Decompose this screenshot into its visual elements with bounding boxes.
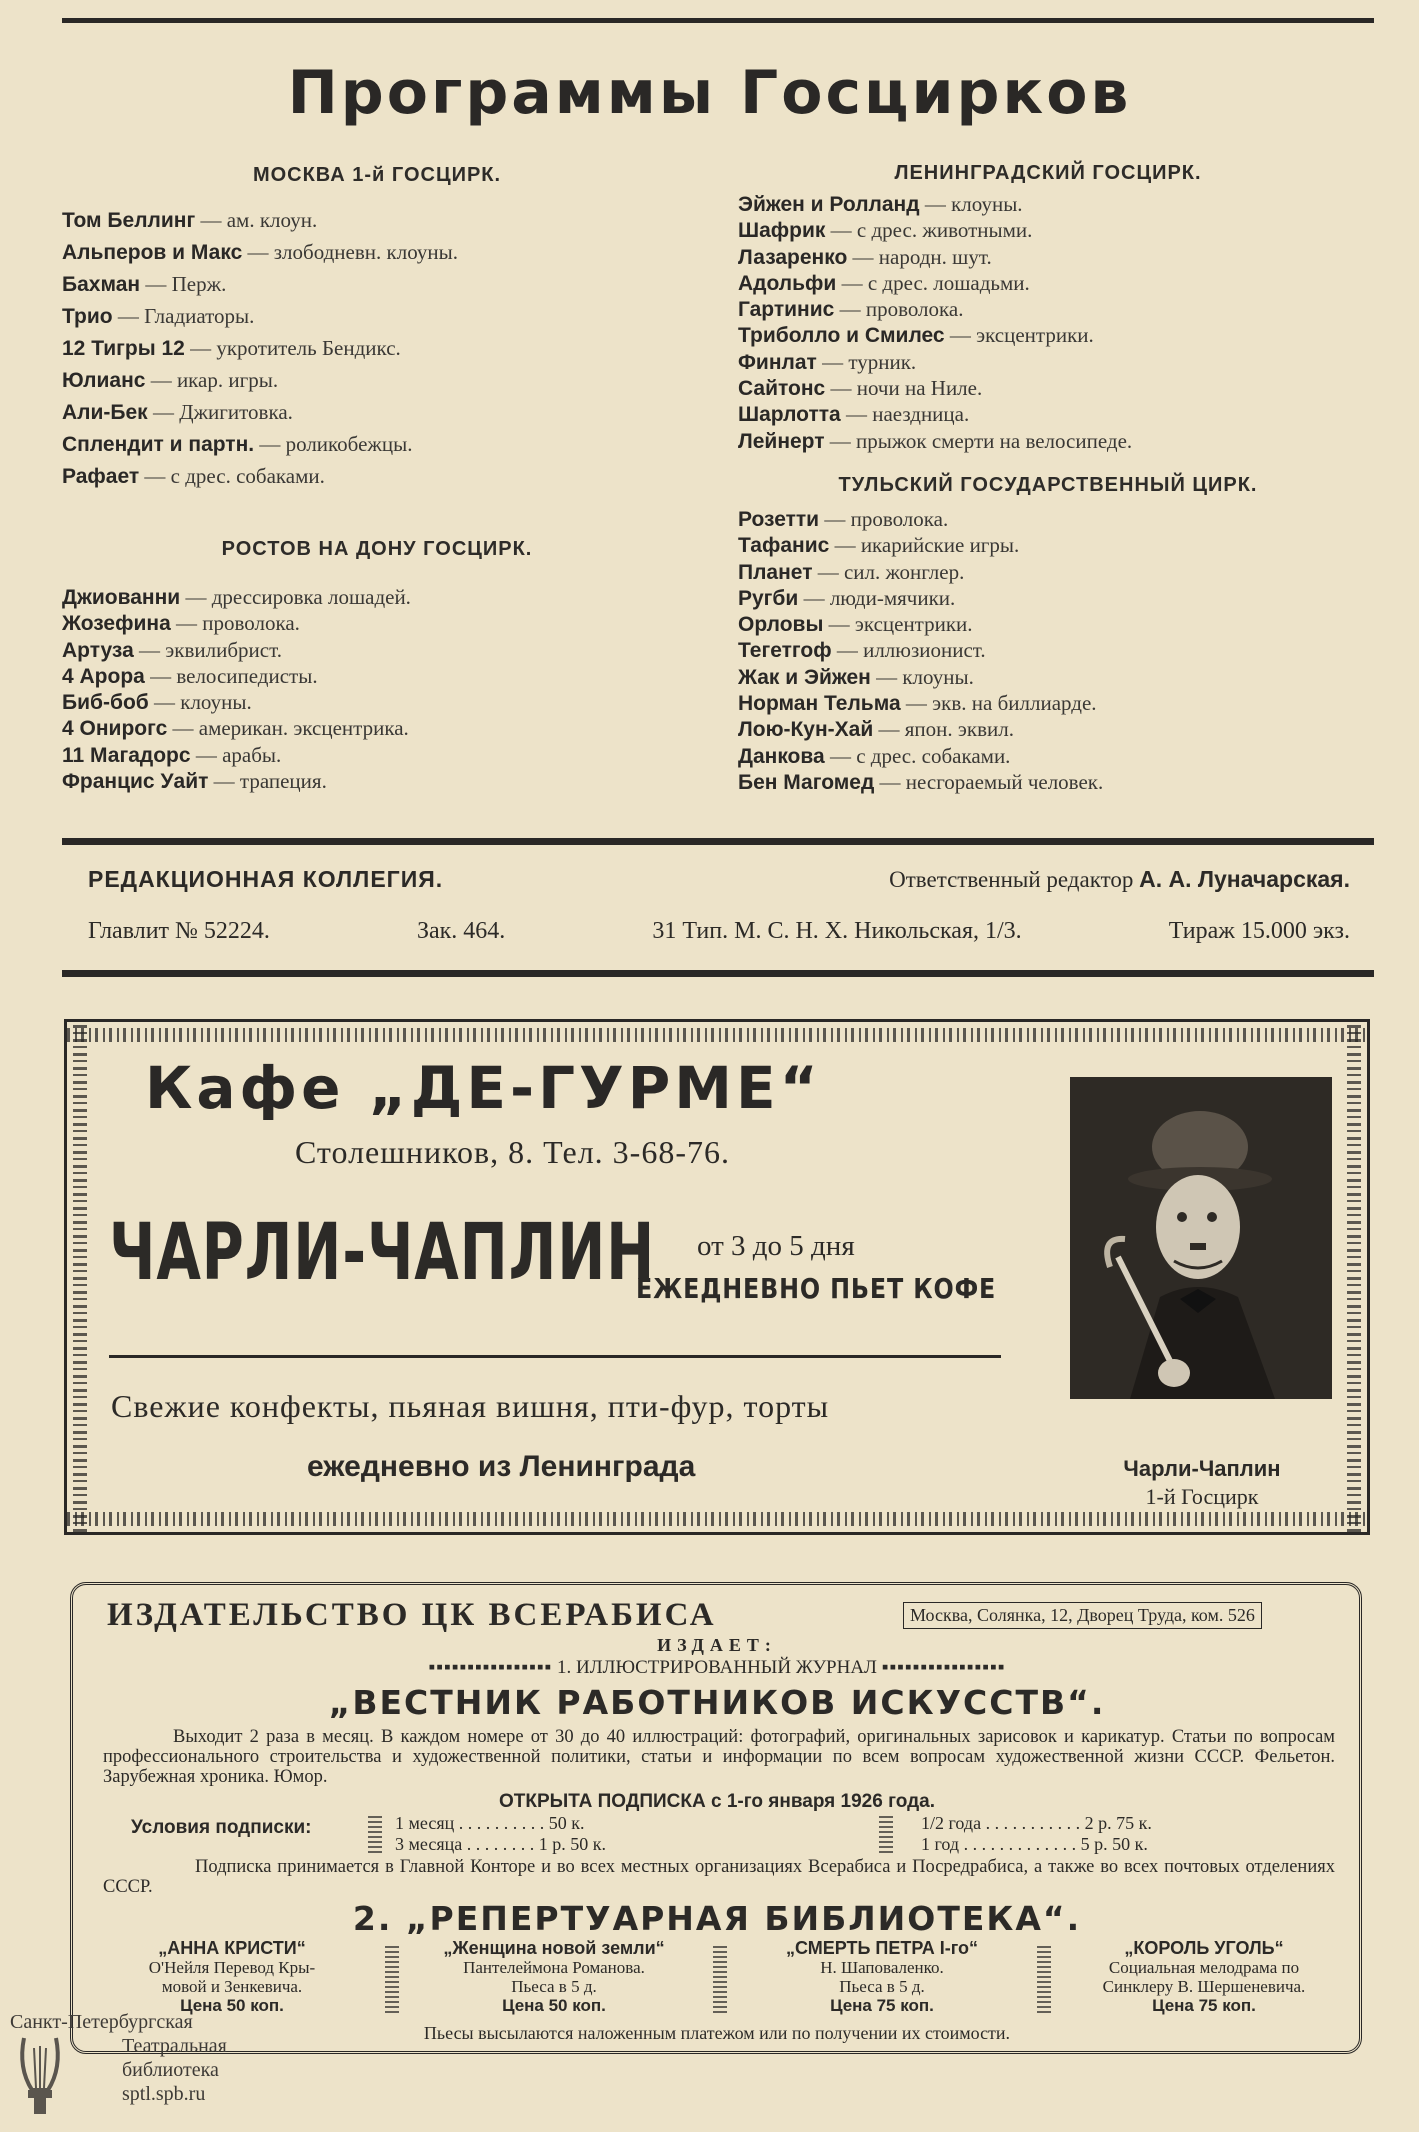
act-name: Сайтонс <box>738 377 826 401</box>
dash-separator: — <box>798 585 830 610</box>
play-anna-christie <box>87 1939 377 2015</box>
program-item <box>62 268 458 300</box>
editorial-rule-bottom <box>62 970 1374 977</box>
meander-border-left <box>73 1022 87 1532</box>
dash-separator: — <box>919 192 952 216</box>
play-divider-ornament <box>1037 1945 1051 2013</box>
act-description: наездница. <box>872 402 970 427</box>
program-item <box>62 768 411 794</box>
program-item <box>738 611 1103 637</box>
price-value: 5 р. 50 к. <box>1080 1834 1148 1854</box>
publisher-advertisement <box>70 1582 1362 2054</box>
act-description: клоуны. <box>902 664 974 689</box>
dash-separator: — <box>145 368 177 392</box>
play-author: Н. Шаповаленко. <box>820 1958 944 1977</box>
dash-separator: — <box>824 743 857 768</box>
dash-separator: — <box>112 304 145 328</box>
program-item <box>738 769 1103 795</box>
journal-name: „ВЕСТНИК РАБОТНИКОВ ИСКУССТВ“. <box>328 1683 1106 1722</box>
play-detail: Пьеса в 5 д. <box>511 1977 597 1996</box>
act-description: проволока. <box>865 297 964 322</box>
dash-separator: — <box>139 464 171 488</box>
act-name: Эйжен и Ролланд <box>738 193 920 216</box>
act-description: япон. эквил. <box>904 717 1015 742</box>
program-item <box>738 349 1132 375</box>
act-description: велосипедисты. <box>176 663 318 688</box>
dots-left: ▪▪▪▪▪▪▪▪▪▪▪▪▪▪▪▪ <box>428 1657 553 1678</box>
act-name: Юлианс <box>62 369 146 392</box>
program-item <box>62 715 411 741</box>
library-stamp <box>10 2010 240 2106</box>
price-3-months: 3 месяца . . . . . . . . 1 р. 50 к. <box>395 1834 606 1854</box>
act-description: арабы. <box>222 742 282 767</box>
act-description: злободневн. клоуны. <box>273 240 458 264</box>
act-description: проволока. <box>202 611 300 636</box>
act-name: Шафрик <box>738 219 826 243</box>
dash-separator: — <box>900 691 933 716</box>
play-price: Цена 50 коп. <box>180 1996 284 2015</box>
act-name: Сплендит и партн. <box>62 433 255 456</box>
play-title: „КОРОЛЬ УГОЛЬ“ <box>1124 1938 1284 1958</box>
leningrad-program-list <box>738 191 1132 454</box>
journal-line-text: 1. ИЛЛЮСТРИРОВАННЫЙ ЖУРНАЛ <box>557 1657 877 1678</box>
play-divider-ornament <box>713 1945 727 2013</box>
act-name: Адольфи <box>738 271 837 295</box>
program-item <box>62 364 458 396</box>
act-description: с дрес. собаками. <box>856 743 1011 768</box>
fresh-sweets-line: Свежие конфекты, пьяная вишня, пти-фур, торты <box>111 1388 830 1424</box>
act-description: прыжок смерти на велосипеде. <box>856 428 1133 453</box>
publisher-address: Москва, Солянка, 12, Дворец Труда, ком. 526 <box>903 1602 1262 1629</box>
play-death-peter <box>737 1939 1027 2015</box>
moscow-heading: МОСКВА 1-й ГОСЦИРК. <box>252 164 502 186</box>
act-name: 4 Арора <box>62 664 145 688</box>
moscow-program-list <box>62 204 458 492</box>
stamp-line-1: Санкт-Петербургская <box>10 2011 193 2033</box>
dash-separator: — <box>242 240 274 264</box>
act-name: Планет <box>738 560 813 584</box>
dash-separator: — <box>208 769 240 794</box>
play-title: „Женщина новой земли“ <box>443 1938 665 1958</box>
act-name: Бахман <box>62 273 141 296</box>
printer: 31 Тип. М. С. Н. Х. Никольская, 1/3. <box>652 918 1022 944</box>
editorial-row <box>88 866 1350 896</box>
editor-name: А. А. Луначарская. <box>1139 866 1350 892</box>
act-description: иллюзионист. <box>863 638 986 663</box>
program-item <box>738 664 1103 690</box>
dash-separator: — <box>874 769 906 794</box>
dash-separator: — <box>847 244 879 269</box>
top-rule <box>62 18 1374 23</box>
editorial-board: РЕДАКЦИОННАЯ КОЛЛЕГИЯ. <box>88 866 444 892</box>
program-item <box>738 270 1132 296</box>
sending-note: Пьесы высылаются наложенным платежом или по получении их стоимости. <box>423 2023 1011 2043</box>
play-woman-new-land <box>409 1939 699 2015</box>
editorial-rule-top <box>62 838 1374 845</box>
act-name: Данкова <box>738 744 825 768</box>
act-name: Рафает <box>62 465 140 488</box>
dash-separator: — <box>133 637 166 662</box>
dash-separator: — <box>840 402 873 427</box>
dash-separator: — <box>140 272 172 296</box>
cafe-address: Столешников, 8. Тел. 3-68-76. <box>295 1134 730 1170</box>
program-item <box>738 637 1103 663</box>
act-name: Жак и Эйжен <box>738 665 871 689</box>
act-description: экв. на биллиарде. <box>932 691 1097 716</box>
price-divider-ornament <box>879 1813 893 1853</box>
dash-separator: — <box>148 690 181 715</box>
act-description: эквилибрист. <box>165 637 282 662</box>
act-name: 11 Магадорс <box>62 743 191 767</box>
program-item <box>62 396 458 428</box>
act-name: Джиованни <box>62 586 181 609</box>
act-description: Перж. <box>171 272 227 296</box>
dash-separator: — <box>836 270 868 295</box>
dash-separator: — <box>834 297 866 322</box>
dash-separator: — <box>195 208 227 232</box>
repertoire-library: 2. „РЕПЕРТУАРНАЯ БИБЛИОТЕКА“. <box>352 1899 1082 1938</box>
act-name: Орловы <box>738 613 824 637</box>
act-description: несгораемый человек. <box>905 769 1104 794</box>
act-description: проволока. <box>850 507 949 531</box>
page-title: Программы Госцирков <box>287 58 1132 128</box>
tula-heading: ТУЛЬСКИЙ ГОСУДАРСТВЕННЫЙ ЦИРК. <box>838 474 1258 496</box>
from-leningrad-line: ежедневно из Ленинграда <box>307 1450 696 1483</box>
rostov-program-list <box>62 584 411 794</box>
act-name: Гартинис <box>738 298 835 322</box>
leningrad-heading: ЛЕНИНГРАДСКИЙ ГОСЦИРК. <box>894 162 1202 184</box>
dash-separator: — <box>170 611 203 636</box>
play-price: Цена 50 коп. <box>502 1996 606 2015</box>
dash-separator: — <box>167 716 199 741</box>
price-year: 1 год . . . . . . . . . . . . . 5 р. 50 к. <box>921 1834 1148 1854</box>
price-period: 3 месяца <box>395 1834 463 1854</box>
act-name: 12 Тигры 12 <box>62 337 185 360</box>
dash-separator: — <box>144 663 177 688</box>
act-description: американ. эксцентрика. <box>198 716 409 741</box>
glavlit-number: Главлит № 52224. <box>88 918 270 944</box>
chaplin-photo <box>1070 1077 1332 1399</box>
program-item <box>62 460 458 492</box>
play-detail: мовой и Зенкевича. <box>161 1977 303 1996</box>
play-title: „СМЕРТЬ ПЕТРА I-го“ <box>785 1938 979 1958</box>
program-item <box>738 401 1132 427</box>
act-description: дрессировка лошадей. <box>211 585 411 609</box>
act-description: клоуны. <box>180 690 252 715</box>
act-name: Альперов и Макс <box>62 241 243 264</box>
act-description: икарийские игры. <box>860 533 1020 558</box>
act-name: 4 Онирогс <box>62 717 168 741</box>
program-item <box>738 690 1103 716</box>
chaplin-headline: ЧАРЛИ-ЧАПЛИН <box>109 1208 656 1298</box>
price-period: 1 год <box>921 1834 960 1854</box>
act-name: Том Беллинг <box>62 209 196 232</box>
program-item <box>738 244 1132 270</box>
program-item <box>738 532 1103 558</box>
act-name: Лою-Кун-Хай <box>738 718 874 742</box>
act-name: Биб-боб <box>62 691 149 715</box>
act-description: эксцентрики. <box>854 612 973 637</box>
act-description: Гладиаторы. <box>144 304 255 328</box>
program-item <box>738 191 1132 217</box>
cafe-divider <box>109 1355 1001 1358</box>
cafe-advertisement <box>64 1019 1370 1535</box>
play-price: Цена 75 коп. <box>1152 1996 1256 2015</box>
act-description: с дрес. лошадьми. <box>867 270 1030 295</box>
publishes-label: ИЗДАЕТ: <box>657 1635 777 1655</box>
dash-separator: — <box>816 349 849 374</box>
dash-separator: — <box>873 717 905 742</box>
dots-right: ▪▪▪▪▪▪▪▪▪▪▪▪▪▪▪▪ <box>881 1657 1006 1678</box>
act-description: люди-мячики. <box>829 585 956 610</box>
play-title: „АННА КРИСТИ“ <box>158 1938 306 1958</box>
dash-separator: — <box>812 559 844 584</box>
journal-description: Выходит 2 раза в месяц. В каждом номере от 30 до 40 иллюстраций: фотографий, оригинальных зарисовок и карикатур. Статьи по вопросам профессионального строительства и художественной политики, статьи и информации по всем вопросам художественной жизни СССР. Фельетон. Зарубежная хроника. Юмор. <box>103 1727 1335 1787</box>
program-item <box>738 428 1132 454</box>
price-period: 1 месяц <box>395 1813 455 1833</box>
act-description: с дрес. собаками. <box>170 464 325 488</box>
play-author: Пантелеймона Романова. <box>463 1958 645 1977</box>
play-author: Социальная мелодрама по <box>1108 1958 1300 1977</box>
price-value: 2 р. 75 к. <box>1084 1813 1152 1833</box>
program-item <box>738 322 1132 348</box>
stamp-line-2: Театральная <box>122 2035 227 2057</box>
time-line: от 3 до 5 дня <box>697 1230 855 1262</box>
dash-separator: — <box>819 507 851 531</box>
act-description: ам. клоун. <box>226 208 318 232</box>
act-description: клоуны. <box>951 192 1023 216</box>
act-description: роликобежцы. <box>285 432 413 456</box>
dash-separator: — <box>824 428 857 453</box>
program-item <box>62 689 411 715</box>
act-name: Триболло и Смилес <box>738 324 945 348</box>
act-name: Артуза <box>62 638 134 662</box>
program-item <box>62 204 458 236</box>
act-description: трапеция. <box>239 769 327 794</box>
price-half-year: 1/2 года . . . . . . . . . . . 2 р. 75 к. <box>921 1813 1152 1833</box>
play-detail: Синклеру В. Шершеневича. <box>1102 1977 1306 1996</box>
act-description: икар. игры. <box>176 368 279 392</box>
act-description: народн. шут. <box>878 244 992 269</box>
price-value: 50 к. <box>548 1813 585 1833</box>
dash-separator: — <box>829 533 861 558</box>
dash-separator: — <box>184 336 217 360</box>
daily-coffee-line: ЕЖЕДНЕВНО ПЬЕТ КОФЕ <box>636 1272 997 1305</box>
program-item <box>62 663 411 689</box>
publisher-title: ИЗДАТЕЛЬСТВО ЦК ВСЕРАБИСА <box>107 1597 717 1633</box>
act-name: Трио <box>62 305 113 328</box>
play-king-coal <box>1059 1939 1349 2015</box>
program-item <box>738 585 1103 611</box>
meander-border-bottom <box>67 1512 1367 1526</box>
act-name: Норман Тельма <box>738 692 901 716</box>
act-name: Бен Магомед <box>738 770 875 794</box>
rostov-heading: РОСТОВ НА ДОНУ ГОСЦИРК. <box>221 538 533 560</box>
dash-separator: — <box>147 400 180 424</box>
price-value: 1 р. 50 к. <box>538 1834 606 1854</box>
program-item <box>62 637 411 663</box>
program-item <box>62 610 411 636</box>
act-name: Розетти <box>738 508 820 531</box>
dash-separator: — <box>180 585 212 609</box>
subscription-open: ОТКРЫТА ПОДПИСКА с 1-го января 1926 года. <box>498 1791 936 1812</box>
stamp-line-4: sptl.spb.ru <box>122 2083 206 2105</box>
order-number: Зак. 464. <box>416 918 506 944</box>
play-detail: Пьеса в 5 д. <box>839 1977 925 1996</box>
dash-separator: — <box>870 664 903 689</box>
dash-separator: — <box>831 638 864 663</box>
meander-border-right <box>1347 1022 1361 1532</box>
program-item <box>738 296 1132 322</box>
price-period: 1/2 года <box>921 1813 982 1833</box>
dash-separator: — <box>825 376 857 401</box>
program-item <box>62 300 458 332</box>
act-name: Али-Бек <box>62 401 148 424</box>
subscription-accept: Подписка принимается в Главной Конторе и во всех местных организациях Всерабиса и Посредрабиса, а также во всех почтовых отделениях СССР. <box>103 1857 1335 1897</box>
dash-separator: — <box>254 432 286 456</box>
act-name: Тегетгоф <box>738 639 832 663</box>
act-description: турник. <box>848 349 917 374</box>
act-description: Джигитовка. <box>179 400 293 424</box>
responsible-editor <box>889 866 1350 893</box>
program-item <box>62 742 411 768</box>
program-item <box>738 559 1103 585</box>
program-item <box>738 217 1132 243</box>
price-1-month: 1 месяц . . . . . . . . . . 50 к. <box>395 1813 585 1833</box>
play-divider-ornament <box>385 1945 399 2013</box>
price-divider-ornament <box>368 1813 382 1853</box>
dash-separator: — <box>825 218 857 243</box>
subscription-conditions-label: Условия подписки: <box>131 1817 312 1838</box>
dash-separator: — <box>944 323 977 348</box>
program-item <box>738 375 1132 401</box>
program-item <box>62 428 458 460</box>
act-name: Шарлотта <box>738 403 841 427</box>
act-name: Францис Уайт <box>62 770 209 794</box>
program-item <box>62 584 411 610</box>
tula-program-list <box>738 506 1103 795</box>
journal-line <box>73 1657 1361 1679</box>
program-item <box>62 236 458 268</box>
act-name: Тафанис <box>738 534 830 558</box>
program-item <box>738 506 1103 532</box>
editor-prefix: Ответственный редактор <box>889 867 1134 892</box>
cafe-title: Кафе „ДЕ-ГУРМЕ“ <box>145 1054 822 1122</box>
act-description: ночи на Ниле. <box>856 376 983 401</box>
act-description: укротитель Бендикс. <box>216 336 401 360</box>
program-item <box>738 716 1103 742</box>
act-name: Лазаренко <box>738 245 848 269</box>
act-description: эксцентрики. <box>976 323 1094 348</box>
play-price: Цена 75 коп. <box>830 1996 934 2015</box>
act-name: Финлат <box>738 350 817 374</box>
act-description: с дрес. животными. <box>856 218 1033 243</box>
program-item <box>738 743 1103 769</box>
program-item <box>62 332 458 364</box>
act-description: сил. жонглер. <box>843 559 965 584</box>
photo-caption-name: Чарли-Чаплин <box>1123 1456 1281 1481</box>
meander-border-top <box>67 1028 1367 1042</box>
stamp-line-3: библиотека <box>122 2059 219 2081</box>
act-name: Ругби <box>738 586 799 610</box>
chaplin-portrait-icon <box>1070 1077 1332 1399</box>
print-run: Тираж 15.000 экз. <box>1168 918 1350 944</box>
dash-separator: — <box>190 742 223 767</box>
photo-caption-circus: 1-й Госцирк <box>1145 1484 1259 1509</box>
act-name: Лейнерт <box>738 429 825 453</box>
act-name: Жозефина <box>62 612 171 636</box>
play-author: О'Нейля Перевод Кры- <box>148 1958 316 1977</box>
dash-separator: — <box>823 612 855 637</box>
imprint-line <box>88 918 1350 945</box>
